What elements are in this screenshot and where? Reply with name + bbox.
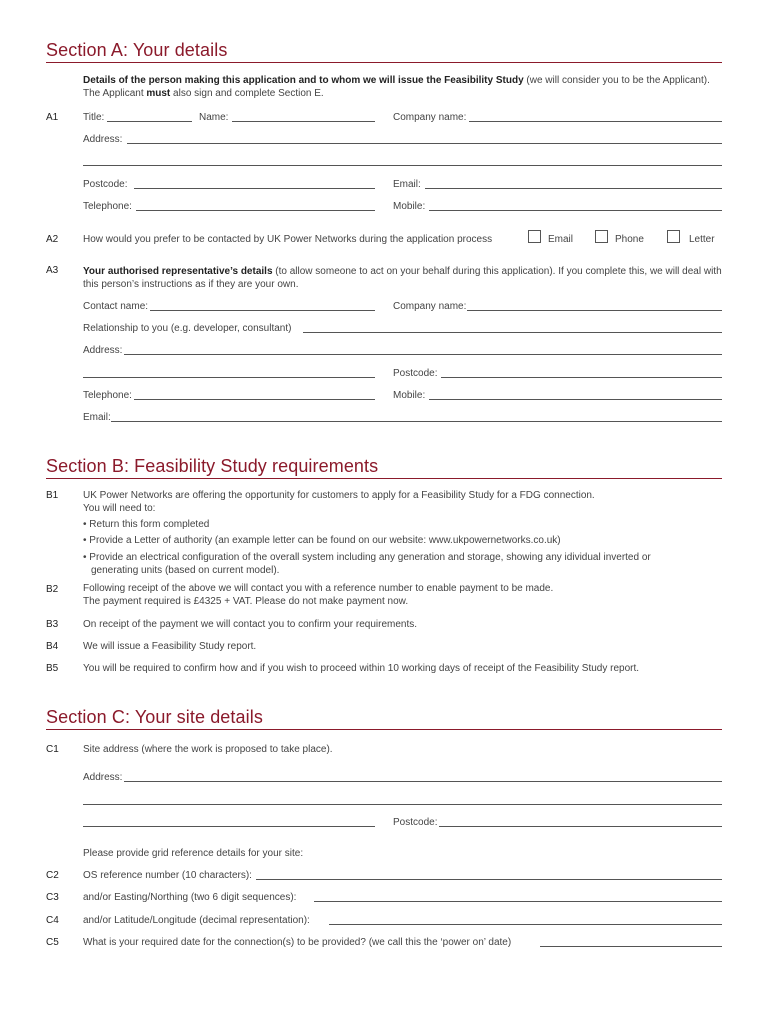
site-postcode-field[interactable] <box>439 826 722 827</box>
b1-line2: You will need to: <box>83 503 156 514</box>
site-address-field-line3[interactable] <box>83 826 375 827</box>
telephone-field[interactable] <box>136 210 375 211</box>
code-a3: A3 <box>46 265 59 276</box>
rep-company-name-label: Company name: <box>393 301 467 312</box>
rep-mobile-field[interactable] <box>429 399 722 400</box>
grid-reference-text: Please provide grid reference details for your site: <box>83 848 304 859</box>
rep-address-field-line1[interactable] <box>124 354 722 355</box>
telephone-label: Telephone: <box>83 201 132 212</box>
rep-email-field[interactable] <box>111 421 722 422</box>
email-field[interactable] <box>425 188 722 189</box>
rep-telephone-label: Telephone: <box>83 390 132 401</box>
rep-email-label: Email: <box>83 412 111 423</box>
mobile-field[interactable] <box>429 210 722 211</box>
email-checkbox[interactable] <box>528 230 541 243</box>
rep-telephone-field[interactable] <box>134 399 375 400</box>
code-b5: B5 <box>46 663 59 674</box>
os-reference-field[interactable] <box>256 879 722 880</box>
address-label: Address: <box>83 134 123 145</box>
letter-checkbox[interactable] <box>667 230 680 243</box>
rep-postcode-field[interactable] <box>441 377 722 378</box>
representative-intro-bold: Your authorised representative’s details <box>83 266 273 277</box>
rep-address-label: Address: <box>83 345 123 356</box>
power-on-date-field[interactable] <box>540 946 722 947</box>
section-c-rule <box>46 729 722 730</box>
rep-relationship-field[interactable] <box>303 332 722 333</box>
code-a2: A2 <box>46 234 59 245</box>
rep-relationship-label: Relationship to you (e.g. developer, consultant) <box>83 323 292 334</box>
name-label: Name: <box>199 112 229 123</box>
rep-address-field-line2[interactable] <box>83 377 375 378</box>
contact-preference-question: How would you prefer to be contacted by UK Power Networks during the application process <box>83 234 493 245</box>
section-a-intro-bold: Details of the person making this application and to whom we will issue the Feasibility Study <box>83 75 524 86</box>
easting-northing-label: and/or Easting/Northing (two 6 digit sequences): <box>83 892 297 903</box>
rep-postcode-label: Postcode: <box>393 368 438 379</box>
lat-long-label: and/or Latitude/Longitude (decimal representation): <box>83 915 310 926</box>
site-address-field-line1[interactable] <box>124 781 722 782</box>
rep-company-name-field[interactable] <box>467 310 722 311</box>
code-c5: C5 <box>46 937 59 948</box>
b1-line1: UK Power Networks are offering the opportunity for customers to apply for a Feasibility Study for a FDG connection. <box>83 490 595 501</box>
email-option-label: Email <box>548 234 574 245</box>
email-label: Email: <box>393 179 421 190</box>
b3-text: On receipt of the payment we will contact you to confirm your requirements. <box>83 619 418 630</box>
lat-long-field[interactable] <box>329 924 722 925</box>
company-name-label: Company name: <box>393 112 467 123</box>
power-on-date-label: What is your required date for the connection(s) to be provided? (we call this the ‘power on’ date) <box>83 937 512 948</box>
b2-line2: The payment required is £4325 + VAT. Please do not make payment now. <box>83 596 409 607</box>
section-a-rule <box>46 62 722 63</box>
name-field[interactable] <box>232 121 375 122</box>
rep-contact-name-field[interactable] <box>150 310 375 311</box>
section-a-intro-rest1: (we will consider you to be the Applicant). The Applicant <box>83 75 710 99</box>
section-a-title: Section A: Your details <box>46 40 228 60</box>
code-b1: B1 <box>46 490 59 501</box>
section-a-intro-must: must <box>146 88 171 99</box>
site-postcode-label: Postcode: <box>393 817 438 828</box>
b1-bullet-letter-of-authority: • Provide a Letter of authority (an example letter can be found on our website: www.ukpowernetworks.co.uk) <box>83 535 561 546</box>
section-a-intro-rest2: also sign and complete Section E. <box>170 88 324 99</box>
code-c2: C2 <box>46 870 59 881</box>
rep-contact-name-label: Contact name: <box>83 301 149 312</box>
section-b-title: Section B: Feasibility Study requirements <box>46 456 379 476</box>
section-a-intro <box>83 74 723 100</box>
representative-intro <box>83 265 723 291</box>
site-address-label: Address: <box>83 772 123 783</box>
mobile-label: Mobile: <box>393 201 426 212</box>
code-b3: B3 <box>46 619 59 630</box>
postcode-label: Postcode: <box>83 179 128 190</box>
phone-checkbox[interactable] <box>595 230 608 243</box>
phone-option-label: Phone <box>615 234 644 245</box>
rep-mobile-label: Mobile: <box>393 390 426 401</box>
c1-site-address-text: Site address (where the work is proposed to take place). <box>83 744 333 755</box>
b5-text: You will be required to confirm how and if you wish to proceed within 10 working days of receipt of the Feasibility Study report. <box>83 663 640 674</box>
address-field-line2[interactable] <box>83 165 722 166</box>
b1-bullet-return-form: • Return this form completed <box>83 519 210 530</box>
b4-text: We will issue a Feasibility Study report. <box>83 641 257 652</box>
code-c3: C3 <box>46 892 59 903</box>
letter-option-label: Letter <box>689 234 715 245</box>
easting-northing-field[interactable] <box>314 901 722 902</box>
code-c4: C4 <box>46 915 59 926</box>
os-reference-label: OS reference number (10 characters): <box>83 870 252 881</box>
representative-intro-rest: (to allow someone to act on your behalf during this application). If you complete this, we will deal with this person’s instructions as if they are your own. <box>83 266 722 290</box>
b1-bullet-electrical-config-cont: generating units (based on current model). <box>91 565 280 576</box>
code-c1: C1 <box>46 744 59 755</box>
code-b4: B4 <box>46 641 59 652</box>
section-b-rule <box>46 478 722 479</box>
b1-bullet-electrical-config: • Provide an electrical configuration of the overall system including any generation and storage, showing any idividual inverted or <box>83 552 651 563</box>
title-label: Title: <box>83 112 105 123</box>
code-a1: A1 <box>46 112 59 123</box>
postcode-field[interactable] <box>134 188 375 189</box>
site-address-field-line2[interactable] <box>83 804 722 805</box>
company-name-field[interactable] <box>469 121 722 122</box>
section-c-title: Section C: Your site details <box>46 707 263 727</box>
code-b2: B2 <box>46 584 59 595</box>
title-field[interactable] <box>107 121 192 122</box>
b2-line1: Following receipt of the above we will contact you with a reference number to enable payment to be made. <box>83 583 554 594</box>
address-field-line1[interactable] <box>127 143 722 144</box>
